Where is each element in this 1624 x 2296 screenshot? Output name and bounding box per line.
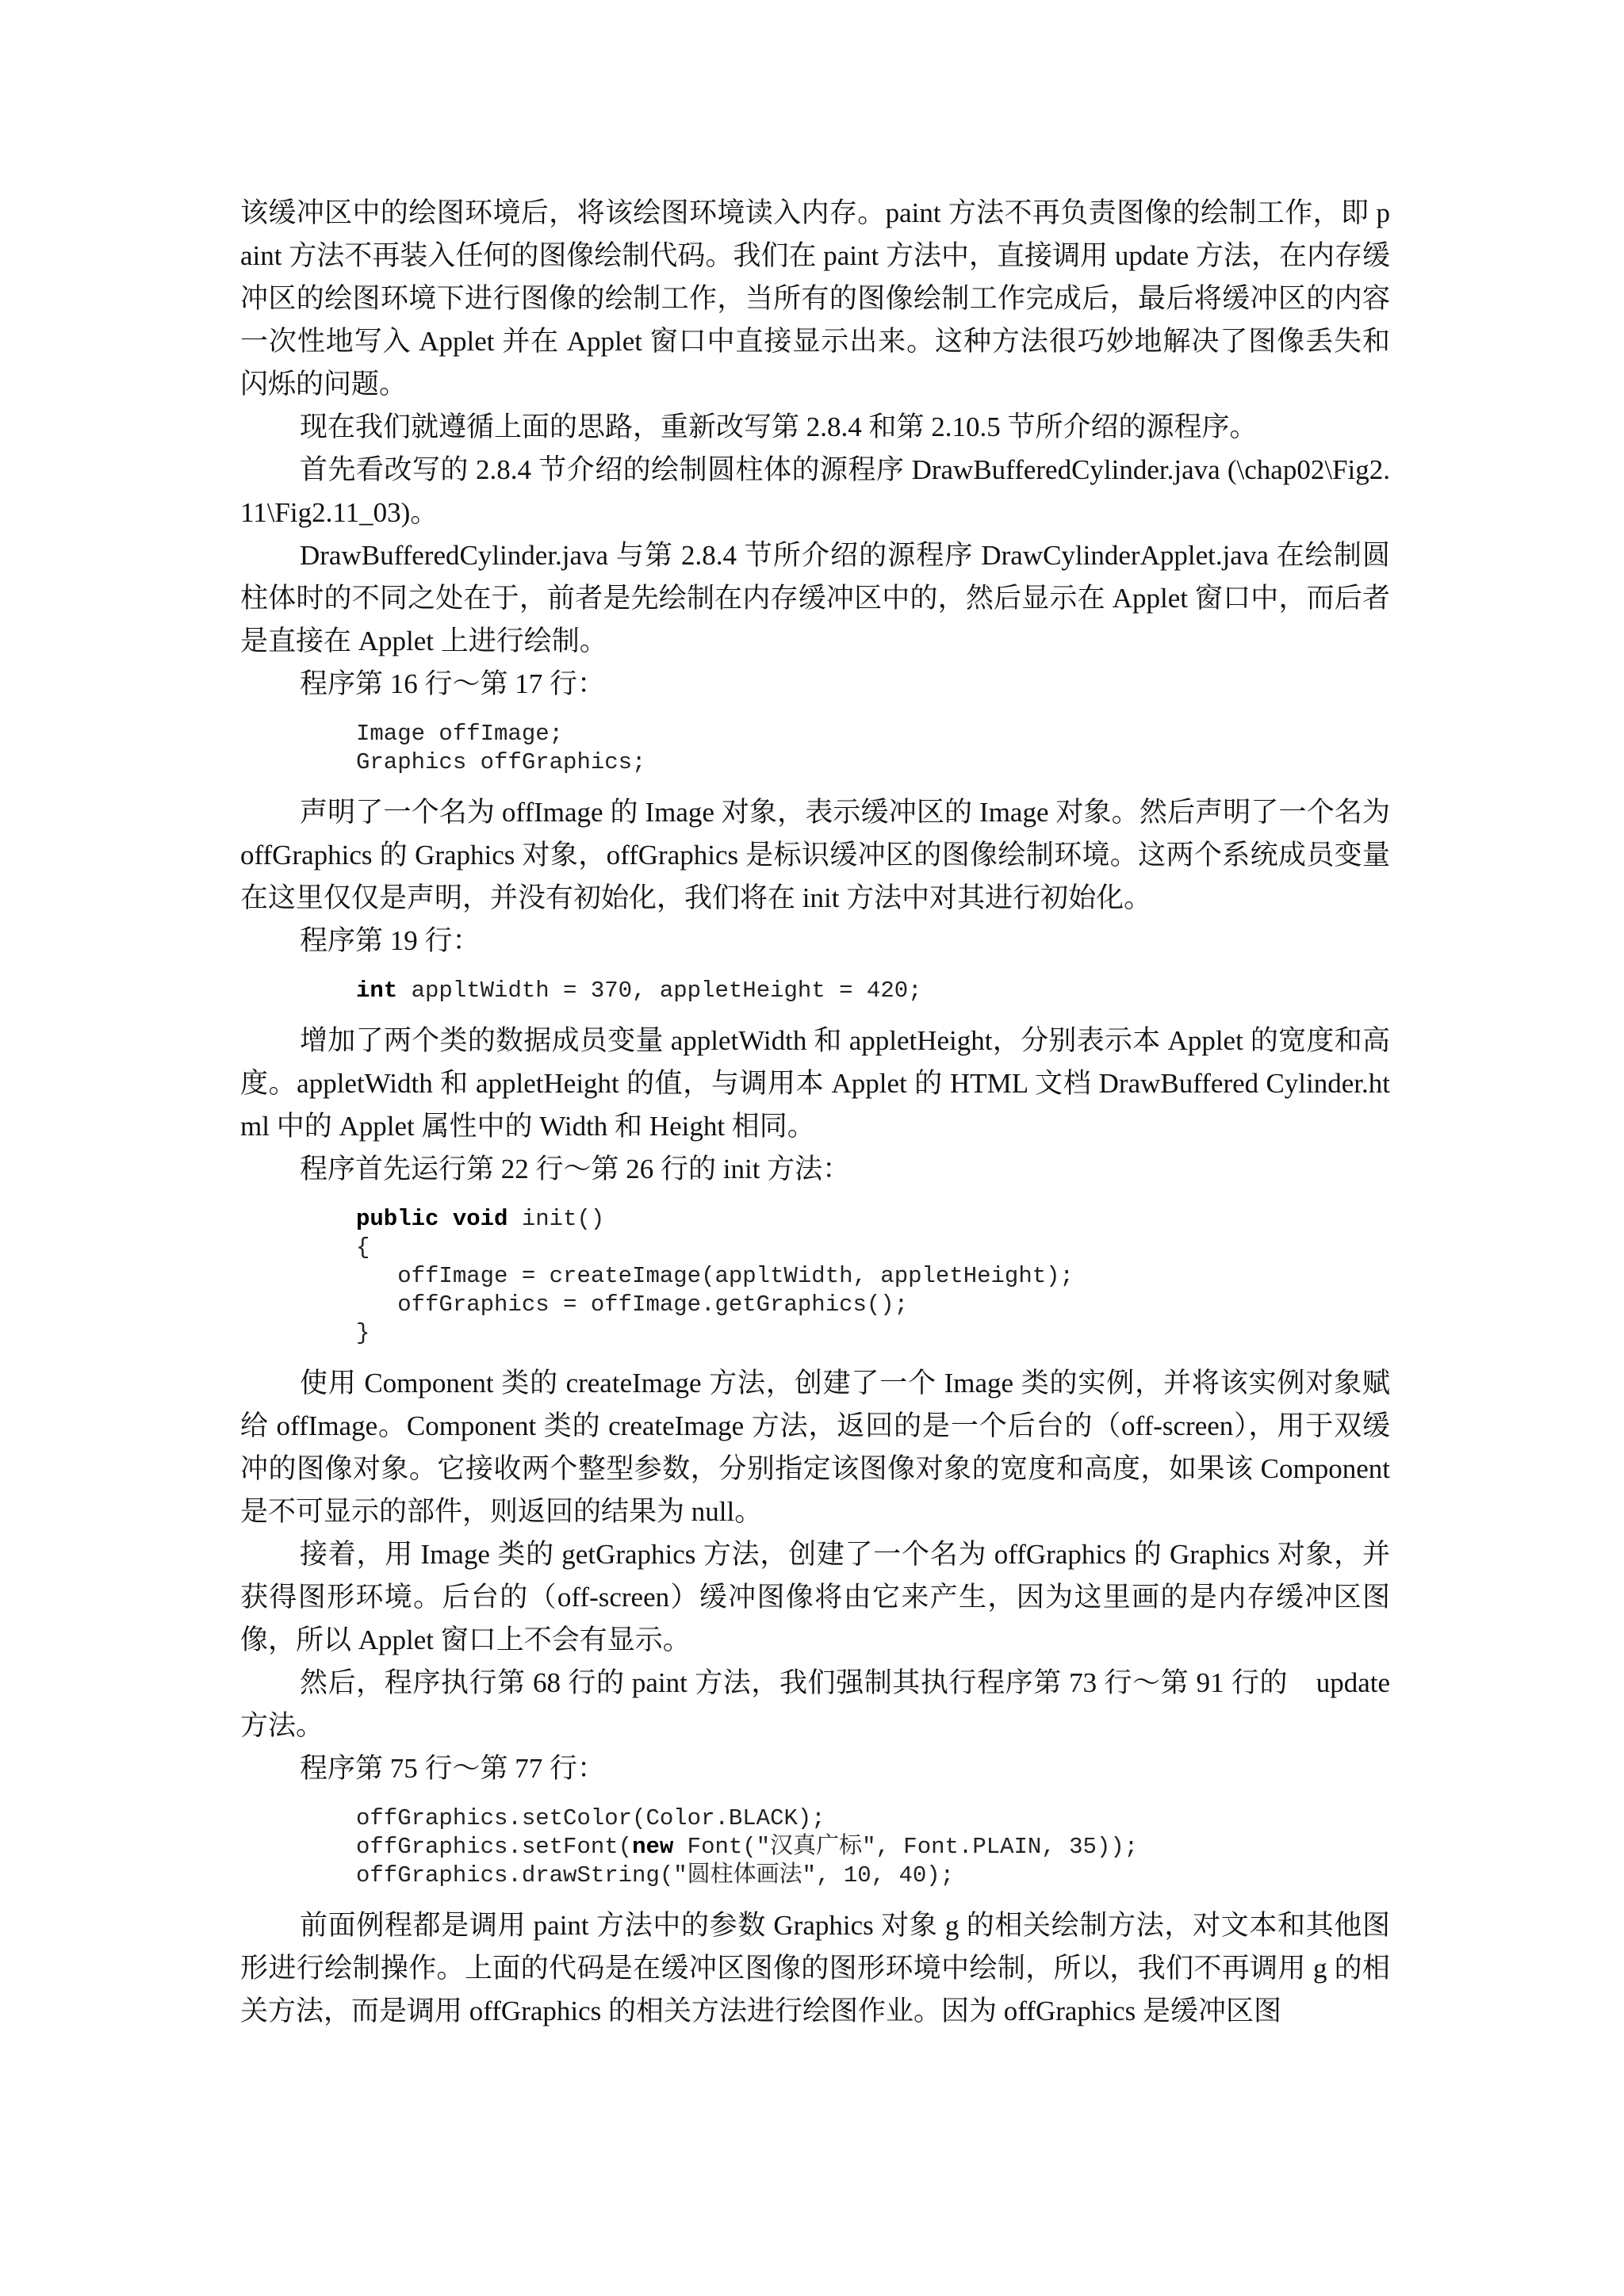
code-text: appltWidth = 370, appletHeight = 420;	[397, 978, 922, 1004]
paragraph: 程序第 19 行：	[300, 925, 481, 956]
code-line: offImage = createImage(appltWidth, appletHeight);	[356, 1263, 1074, 1289]
code-block	[356, 720, 1390, 777]
code-block	[356, 1804, 1390, 1890]
code-line: offGraphics = offImage.getGraphics();	[356, 1292, 909, 1318]
paragraph: 程序第 16 行～第 17 行：	[300, 668, 606, 699]
paragraph: 使用 Component 类的 createImage 方法，创建了一个 Image 类的实例，并将该实例对象赋给 offImage。Component 类的 createImage 方法，返回的是一个后台的（off-screen），用于双缓冲的图像对象。它接收两个整型参数，分别指定该图像对象的宽度和高度，如果该 Component 是不可显示的部件，则返回的结果为 null。	[240, 1368, 1390, 1527]
code-block	[356, 1205, 1390, 1348]
code-line: Graphics offGraphics;	[356, 749, 646, 775]
paragraph: 增加了两个类的数据成员变量 appletWidth 和 appletHeight，分别表示本 Applet 的宽度和高度。appletWidth 和 appletHeight 的值，与调用本 Applet 的 HTML 文档 DrawBuffered Cylinder.html 中的 Applet 属性中的 Width 和 Height 相同。	[240, 1025, 1390, 1142]
paragraph: 该缓冲区中的绘图环境后，将该绘图环境读入内存。paint 方法不再负责图像的绘制工作，即 paint 方法不再装入任何的图像绘制代码。我们在 paint 方法中，直接调用 update 方法，在内存缓冲区的绘图环境下进行图像的绘制工作，当所有的图像绘制工作完成后，最后将缓冲区的内容一次性地写入 Applet 并在 Applet 窗口中直接显示出来。这种方法很巧妙地解决了图像丢失和闪烁的问题。	[240, 197, 1390, 400]
code-line: Image offImage;	[356, 721, 564, 747]
code-text: init()	[508, 1206, 605, 1232]
paragraph: DrawBufferedCylinder.java 与第 2.8.4 节所介绍的源程序 DrawCylinderApplet.java 在绘制圆柱体时的不同之处在于，前者是先绘制在内存缓冲区中的，然后显示在 Applet 窗口中，而后者是直接在 Applet 上进行绘制。	[240, 540, 1390, 656]
code-text: Font("汉真广标", Font.PLAIN, 35));	[673, 1834, 1139, 1860]
paragraph: 程序首先运行第 22 行～第 26 行的 init 方法：	[300, 1154, 851, 1184]
code-line: offGraphics.setColor(Color.BLACK);	[356, 1805, 825, 1831]
paragraph: 程序第 75 行～第 77 行：	[300, 1753, 606, 1784]
paragraph: 然后，程序执行第 68 行的 paint 方法，我们强制其执行程序第 73 行～第 91 行的 update 方法。	[240, 1667, 1390, 1741]
code-line: }	[356, 1320, 370, 1346]
paragraph: 接着，用 Image 类的 getGraphics 方法，创建了一个名为 offGraphics 的 Graphics 对象，并获得图形环境。后台的（off-screen）缓冲图像将由它来产生，因为这里画的是内存缓冲区图像，所以 Applet 窗口上不会有显示。	[240, 1539, 1390, 1655]
code-text: offGraphics.setFont(	[356, 1834, 633, 1860]
paragraph: 现在我们就遵循上面的思路，重新改写第 2.8.4 和第 2.10.5 节所介绍的源程序。	[300, 411, 1258, 442]
paragraph: 首先看改写的 2.8.4 节介绍的绘制圆柱体的源程序 DrawBufferedCylinder.java (\chap02\Fig2.11\Fig2.11_03)。	[240, 454, 1390, 528]
code-block	[356, 977, 1390, 1005]
code-line: {	[356, 1234, 370, 1261]
paragraph: 声明了一个名为 offImage 的 Image 对象，表示缓冲区的 Image 对象。然后声明了一个名为 offGraphics 的 Graphics 对象，offGraphics 是标识缓冲区的图像绘制环境。这两个系统成员变量在这里仅仅是声明，并没有初始化，我们将在 init 方法中对其进行初始化。	[240, 797, 1390, 913]
paragraph: 前面例程都是调用 paint 方法中的参数 Graphics 对象 g 的相关绘制方法，对文本和其他图形进行绘制操作。上面的代码是在缓冲区图像的图形环境中绘制，所以，我们不再调用 g 的相关方法，而是调用 offGraphics 的相关方法进行绘图作业。因为 offGraphics 是缓冲区图	[240, 1910, 1390, 2026]
page-content	[240, 192, 1390, 2033]
code-keyword: public void	[356, 1206, 508, 1232]
code-line: offGraphics.drawString("圆柱体画法", 10, 40);	[356, 1862, 955, 1888]
code-keyword: new	[632, 1834, 674, 1860]
code-keyword: int	[356, 978, 398, 1004]
